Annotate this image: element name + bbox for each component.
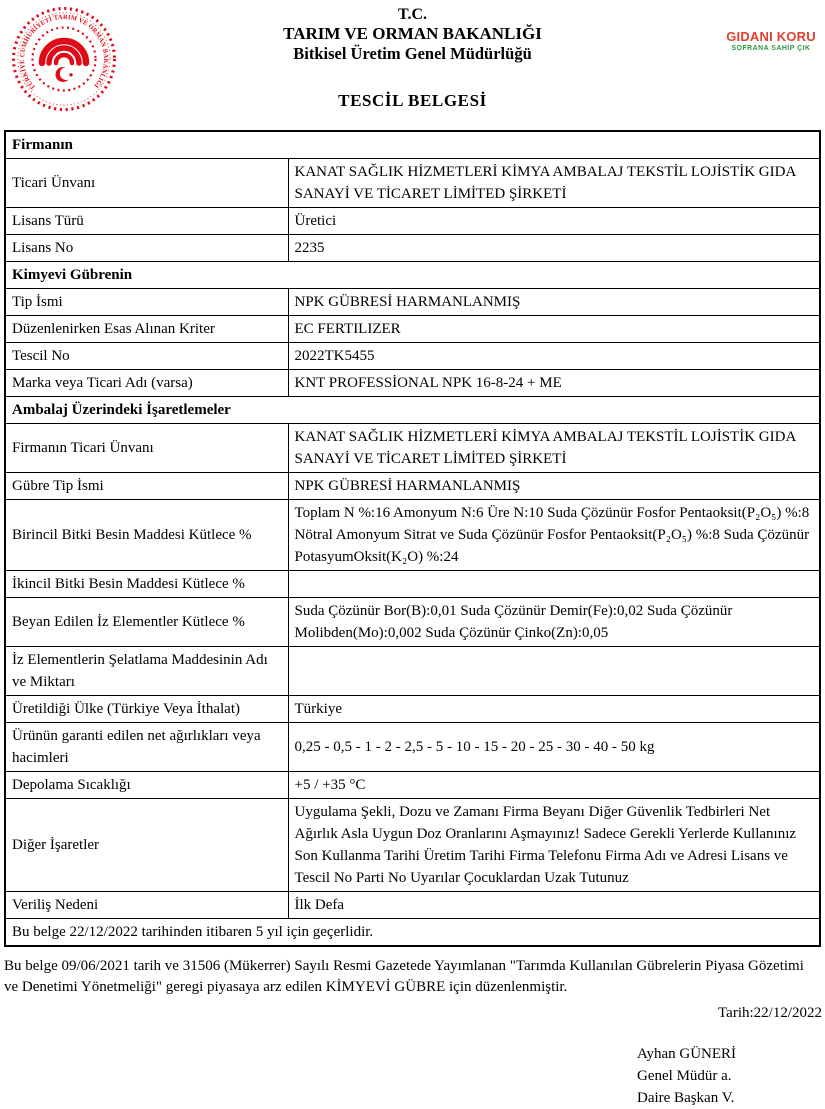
field-value: 0,25 - 0,5 - 1 - 2 - 2,5 - 5 - 10 - 15 - 20 - 25 - 30 - 40 - 50 kg <box>288 723 820 772</box>
field-label: Düzenlenirken Esas Alınan Kriter <box>5 316 288 343</box>
section-header: Firmanın <box>5 131 820 159</box>
field-label: Birincil Bitki Besin Maddesi Kütlece % <box>5 500 288 571</box>
row-lisans-no <box>5 235 820 262</box>
field-label: Diğer İşaretler <box>5 799 288 892</box>
field-label: Tip İsmi <box>5 289 288 316</box>
header-directorate-name: Bitkisel Üretim Genel Müdürlüğü <box>293 44 532 63</box>
section-row-firmanin <box>5 131 820 159</box>
header-title-block <box>0 0 825 111</box>
field-value: NPK GÜBRESİ HARMANLANMIŞ <box>288 289 820 316</box>
row-marka <box>5 370 820 397</box>
row-iz-elementler <box>5 598 820 647</box>
field-label: İkincil Bitki Besin Maddesi Kütlece % <box>5 571 288 598</box>
field-value: Toplam N %:16 Amonyum N:6 Üre N:10 Suda Çözünür Fosfor Pentaoksit(P₂O₅) %:8 Nötral Amonyum Sitrat ve Suda Çözünür Fosfor Pentaoksit(P₂O₅) %:8 Suda Çözünür PotasyumOksit(K₂O) %:24 <box>288 500 820 571</box>
field-label: Depolama Sıcaklığı <box>5 772 288 799</box>
row-kriter <box>5 316 820 343</box>
signatory-title-2: Daire Başkan V. <box>637 1090 735 1106</box>
field-value: İlk Defa <box>288 892 820 919</box>
signatory-name: Ayhan GÜNERİ <box>637 1046 737 1062</box>
signature-block <box>637 1043 825 1109</box>
field-value: EC FERTILIZER <box>288 316 820 343</box>
field-label: Ürünün garanti edilen net ağırlıkları veya hacimleri <box>5 723 288 772</box>
field-label: Marka veya Ticari Adı (varsa) <box>5 370 288 397</box>
field-label: Lisans Türü <box>5 208 288 235</box>
sofrana-sahip-cik-text: SOFRANA SAHİP ÇIK <box>731 45 811 52</box>
regulation-note: Bu belge 09/06/2021 tarih ve 31506 (Mükerrer) Sayılı Resmi Gazetede Yayımlanan "Tarımda Kullanılan Gübrelerin Piyasa Gözetimi ve Denetimi Yönetmeliği" geregi piyasaya arz edilen KİMYEVİ GÜBRE için düzenlenmiştir. <box>4 958 804 995</box>
field-value: 2022TK5455 <box>288 343 820 370</box>
row-validity-note <box>5 919 820 947</box>
field-value: NPK GÜBRESİ HARMANLANMIŞ <box>288 473 820 500</box>
field-label: Veriliş Nedeni <box>5 892 288 919</box>
row-verilis-nedeni <box>5 892 820 919</box>
field-value: Suda Çözünür Bor(B):0,01 Suda Çözünür Demir(Fe):0,02 Suda Çözünür Molibden(Mo):0,002 Suda Çözünür Çinko(Zn):0,05 <box>288 598 820 647</box>
field-value: Uygulama Şekli, Dozu ve Zamanı Firma Beyanı Diğer Güvenlik Tedbirleri Net Ağırlık Asla Uygun Doz Oranlarını Aşmayınız! Sadece Gerekli Yerlerde Kullanınız Son Kullanma Tarihi Üretim Tarihi Firma Telefonu Firma Adı ve Adresi Lisans ve Tescil No Parti No Uyarılar Çocuklardan Uzak Tutunuz <box>288 799 820 892</box>
issue-date: Tarih:22/12/2022 <box>718 1005 822 1021</box>
gidani-koru-logo <box>720 30 822 52</box>
section-header: Kimyevi Gübrenin <box>5 262 820 289</box>
signatory-title-1: Genel Müdür a. <box>637 1068 732 1084</box>
section-row-ambalaj <box>5 397 820 424</box>
row-tip-ismi <box>5 289 820 316</box>
header-ministry-name: TARIM VE ORMAN BAKANLIĞI <box>283 24 542 43</box>
crescent-star-icon <box>56 67 73 82</box>
row-tescil-no <box>5 343 820 370</box>
row-uretildigi-ulke <box>5 696 820 723</box>
header-tc: T.C. <box>397 6 428 23</box>
certificate-table <box>4 130 821 947</box>
row-selatlama <box>5 647 820 696</box>
row-lisans-turu <box>5 208 820 235</box>
row-firmanin-ticari-unvani <box>5 424 820 473</box>
row-gubre-tip-ismi <box>5 473 820 500</box>
gidani-koru-text: GIDANI KORU <box>726 29 816 44</box>
seal-star-rings <box>14 9 115 110</box>
row-ikincil-besin <box>5 571 820 598</box>
field-label: Firmanın Ticari Ünvanı <box>5 424 288 473</box>
field-label: Ticari Ünvanı <box>5 159 288 208</box>
row-net-agirliklar <box>5 723 820 772</box>
field-value: 2235 <box>288 235 820 262</box>
ministry-seal-icon <box>11 6 117 112</box>
section-row-kimyevi-gubrenin <box>5 262 820 289</box>
field-value: +5 / +35 °C <box>288 772 820 799</box>
field-value: KNT PROFESSİONAL NPK 16-8-24 + ME <box>288 370 820 397</box>
ministry-seal-logo <box>11 6 117 112</box>
seal-circular-text: TÜRKİYE CUMHURİYETİ TARIM VE ORMAN BAKANLIĞI <box>18 13 110 91</box>
field-label: Tescil No <box>5 343 288 370</box>
field-value: KANAT SAĞLIK HİZMETLERİ KİMYA AMBALAJ TEKSTİL LOJİSTİK GIDA SANAYİ VE TİCARET LİMİTED ŞİRKETİ <box>288 424 820 473</box>
field-label: Beyan Edilen İz Elementler Kütlece % <box>5 598 288 647</box>
document-title: TESCİL BELGESİ <box>338 91 487 110</box>
field-value: KANAT SAĞLIK HİZMETLERİ KİMYA AMBALAJ TEKSTİL LOJİSTİK GIDA SANAYİ VE TİCARET LİMİTED ŞİRKETİ <box>288 159 820 208</box>
row-diger-isaretler <box>5 799 820 892</box>
field-value: Türkiye <box>288 696 820 723</box>
section-header: Ambalaj Üzerindeki İşaretlemeler <box>5 397 820 424</box>
document-header <box>0 0 825 130</box>
field-label: Gübre Tip İsmi <box>5 473 288 500</box>
validity-note: Bu belge 22/12/2022 tarihinden itibaren 5 yıl için geçerlidir. <box>5 919 820 947</box>
row-ticari-unvani <box>5 159 820 208</box>
field-label: Üretildiği Ülke (Türkiye Veya İthalat) <box>5 696 288 723</box>
field-label: Lisans No <box>5 235 288 262</box>
row-depolama-sicakligi <box>5 772 820 799</box>
row-birincil-besin <box>5 500 820 571</box>
field-value <box>288 647 820 696</box>
field-value <box>288 571 820 598</box>
field-label: İz Elementlerin Şelatlama Maddesinin Adı ve Miktarı <box>5 647 288 696</box>
field-value: Üretici <box>288 208 820 235</box>
seal-arcs-emblem <box>42 41 86 63</box>
